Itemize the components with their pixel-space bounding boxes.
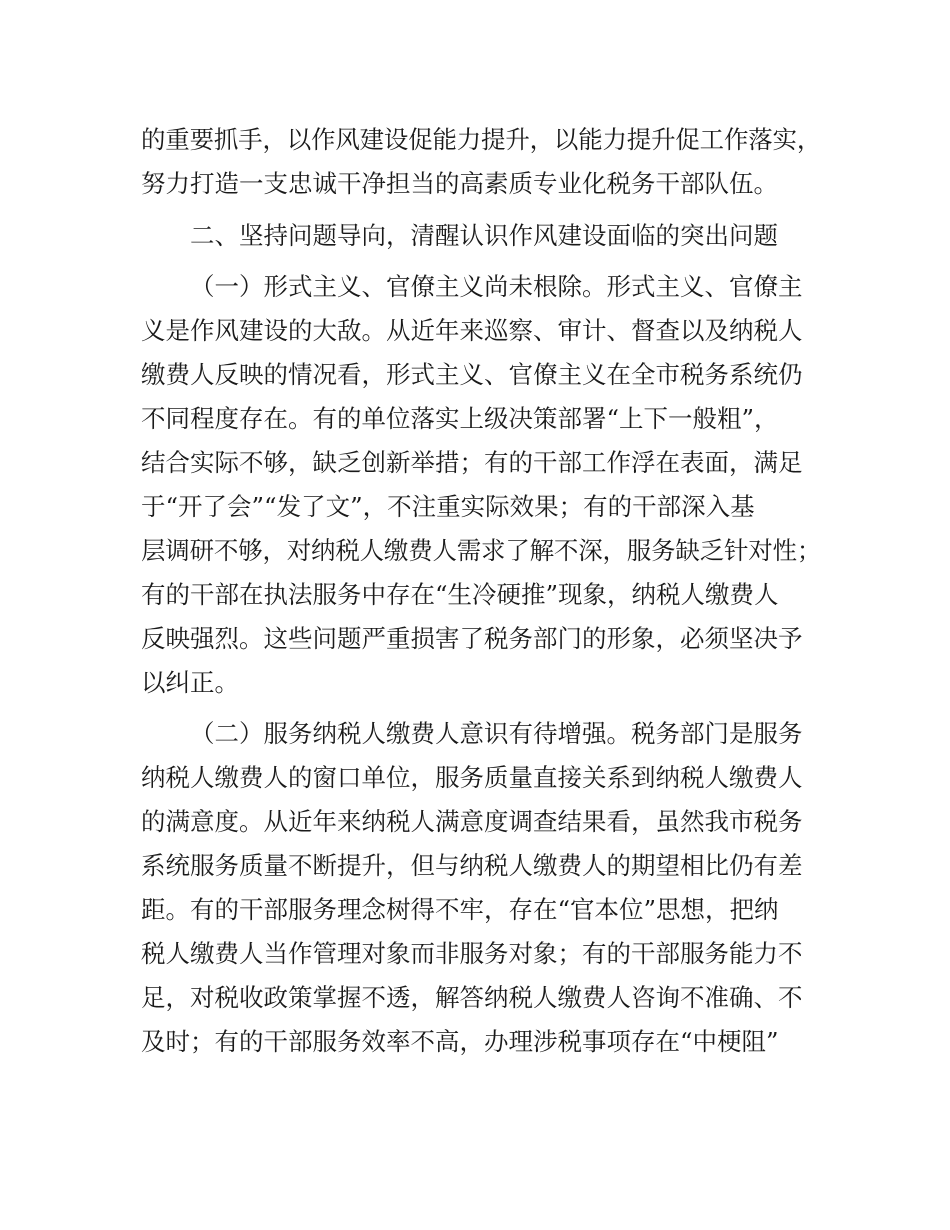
text-line: （二）服务纳税人缴费人意识有待增强。税务部门是服务: [190, 719, 803, 748]
text-line: 系统服务质量不断提升，但与纳税人缴费人的期望相比仍有差: [141, 851, 803, 880]
text-line: 以纠正。: [141, 668, 239, 697]
text-line: 义是作风建设的大敌。从近年来巡察、审计、督查以及纳税人: [141, 316, 803, 345]
section-heading: 二、坚持问题导向，清醒认识作风建设面临的突出问题: [190, 221, 778, 250]
text-line: 税人缴费人当作管理对象而非服务对象；有的干部服务能力不: [141, 939, 803, 968]
text-line: 不同程度存在。有的单位落实上级决策部署“上下一般粗”，: [141, 404, 779, 433]
text-line: 及时；有的干部服务效率不高，办理涉税事项存在“中梗阻”: [141, 1027, 779, 1056]
text-line: 距。有的干部服务理念树得不牢，存在“官本位”思想，把纳: [141, 895, 779, 924]
text-line: 缴费人反映的情况看，形式主义、官僚主义在全市税务系统仍: [141, 360, 803, 389]
text-line: 于“开了会”“发了文”，不注重实际效果；有的干部深入基: [141, 492, 755, 521]
text-line: 努力打造一支忠诚干净担当的高素质专业化税务干部队伍。: [141, 169, 778, 198]
text-line: 反映强烈。这些问题严重损害了税务部门的形象，必须坚决予: [141, 624, 803, 653]
text-line: 的重要抓手，以作风建设促能力提升，以能力提升促工作落实，: [141, 125, 822, 154]
text-line: 的满意度。从近年来纳税人满意度调查结果看，虽然我市税务: [141, 807, 803, 836]
text-line: 有的干部在执法服务中存在“生冷硬推”现象，纳税人缴费人: [141, 580, 779, 609]
text-line: 层调研不够，对纳税人缴费人需求了解不深，服务缺乏针对性；: [141, 536, 822, 565]
text-line: （一）形式主义、官僚主义尚未根除。形式主义、官僚主: [190, 272, 803, 301]
text-line: 纳税人缴费人的窗口单位，服务质量直接关系到纳税人缴费人: [141, 763, 803, 792]
text-line: 结合实际不够，缺乏创新举措；有的干部工作浮在表面，满足: [141, 448, 803, 477]
text-line: 足，对税收政策掌握不透，解答纳税人缴费人咨询不准确、不: [141, 983, 803, 1012]
